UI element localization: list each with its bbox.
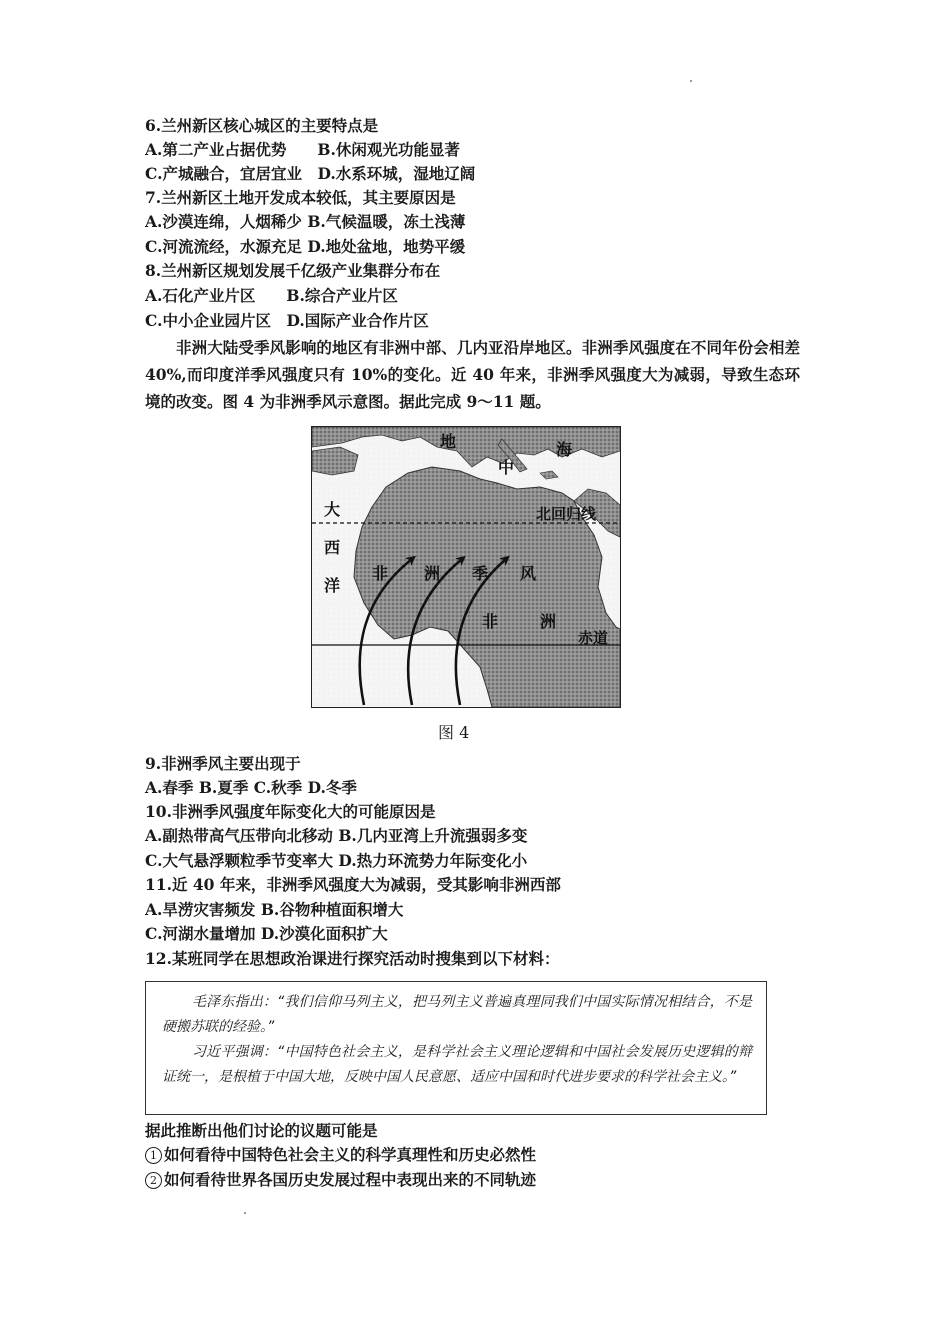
label-monsoon-2: 洲 [424, 564, 441, 583]
question-12-intro: 12.某班同学在思想政治课进行探究活动时搜集到以下材料： [145, 949, 560, 968]
label-monsoon-3: 季 [472, 564, 489, 583]
question-7-stem: 7.兰州新区土地开发成本较低，其主要原因是 [145, 188, 456, 207]
scan-speck [244, 1212, 246, 1214]
passage-paragraph: 非洲大陆受季风影响的地区有非洲中部、几内亚沿岸地区。非洲季风强度在不同年份会相差 40%,而印度洋季风强度只有 10%的变化。近 40 年来，非洲季风强度大为减弱，导致生态环境的改变。图 4 为非洲季风示意图。据此完成 9～11 题。 [145, 338, 800, 411]
material-quote-box [145, 981, 767, 1115]
circled-number-2: 2 [145, 1172, 162, 1189]
label-tropic: 北回归线 [536, 505, 597, 523]
scan-speck [690, 80, 692, 82]
label-xi: 西 [324, 538, 341, 557]
africa-monsoon-map [311, 426, 621, 708]
question-8-options-ab: A.石化产业片区 B.综合产业片区 [145, 286, 398, 305]
question-12-option-1 [145, 1143, 536, 1167]
question-11-options-ab: A.旱涝灾害频发 B.谷物种植面积增大 [145, 900, 404, 919]
question-6-options-ab: A.第二产业占据优势 B.休闲观光功能显著 [145, 140, 460, 159]
question-12-option-2 [145, 1168, 536, 1192]
question-8-stem: 8.兰州新区规划发展千亿级产业集群分布在 [145, 261, 441, 280]
question-9-options: A.春季 B.夏季 C.秋季 D.冬季 [145, 778, 357, 797]
label-equator: 赤道 [578, 629, 609, 647]
question-12-stem: 据此推断出他们讨论的议题可能是 [145, 1121, 378, 1140]
question-6-stem: 6.兰州新区核心城区的主要特点是 [145, 116, 379, 135]
question-10-options-cd: C.大气悬浮颗粒季节变率大 D.热力环流势力年际变化小 [145, 851, 528, 870]
question-8-options-cd: C.中小企业园片区 D.国际产业合作片区 [145, 311, 429, 330]
label-hai: 海 [556, 440, 573, 459]
question-11-stem: 11.近 40 年来，非洲季风强度大为减弱，受其影响非洲西部 [145, 875, 561, 894]
map-graphic [312, 427, 620, 707]
label-yang: 洋 [324, 576, 341, 595]
question-11-options-cd: C.河湖水量增加 D.沙漠化面积扩大 [145, 924, 388, 943]
question-7-options-cd: C.河流流经，水源充足 D.地处盆地，地势平缓 [145, 237, 466, 256]
circled-number-1: 1 [145, 1147, 162, 1164]
figure-caption: 图 4 [438, 723, 470, 742]
label-monsoon-1: 非 [372, 564, 389, 583]
option-1-text: 如何看待中国特色社会主义的科学真理性和历史必然性 [164, 1145, 537, 1164]
label-di: 地 [440, 432, 457, 451]
label-monsoon-4: 风 [520, 564, 537, 583]
label-zhong: 中 [498, 458, 515, 477]
question-10-options-ab: A.副热带高气压带向北移动 B.几内亚湾上升流强弱多变 [145, 826, 528, 845]
question-6-options-cd: C.产城融合，宜居宜业 D.水系环城，湿地辽阔 [145, 164, 476, 183]
quote-xi: 习近平强调：“中国特色社会主义，是科学社会主义理论逻辑和中国社会发展历史逻辑的辩证统一，是根植于中国大地，反映中国人民意愿、适应中国和时代进步要求的科学社会主义。” [162, 1044, 752, 1085]
option-2-text: 如何看待世界各国历史发展过程中表现出来的不同轨迹 [164, 1170, 537, 1189]
label-africa-2: 洲 [540, 612, 557, 631]
question-9-stem: 9.非洲季风主要出现于 [145, 754, 301, 773]
label-da: 大 [324, 500, 341, 519]
label-africa-1: 非 [482, 612, 499, 631]
question-7-options-ab: A.沙漠连绵，人烟稀少 B.气候温暖，冻土浅薄 [145, 212, 466, 231]
quote-mao: 毛泽东指出：“我们信仰马列主义，把马列主义普遍真理同我们中国实际情况相结合，不是硬搬苏联的经验。” [162, 994, 752, 1035]
question-10-stem: 10.非洲季风强度年际变化大的可能原因是 [145, 802, 436, 821]
